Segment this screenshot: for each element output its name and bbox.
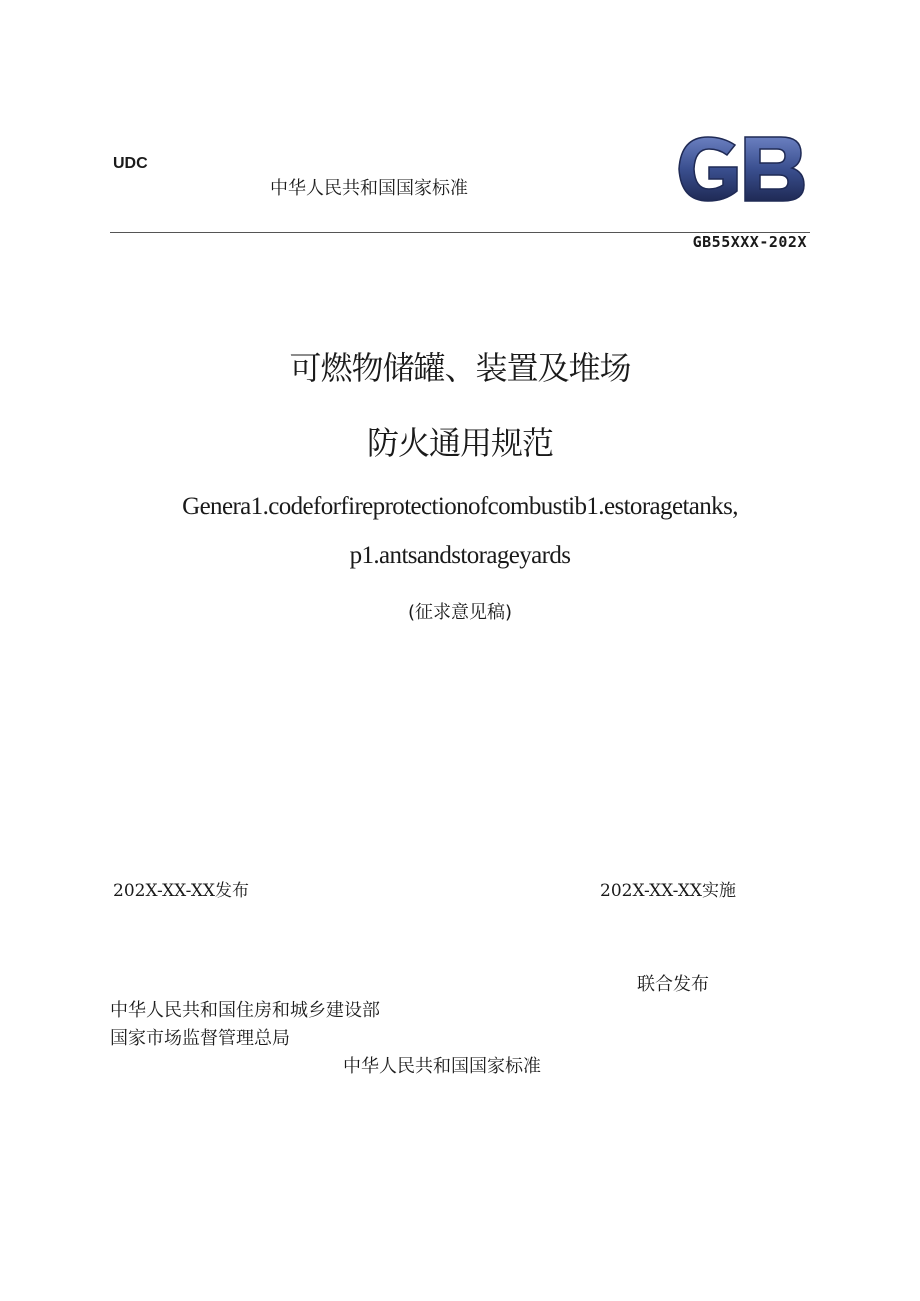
joint-issue-label: 联合发布: [637, 974, 709, 995]
english-title-line-1: Genera1.codeforfireprotectionofcombustib1.estoragetanks,: [182, 493, 738, 520]
draft-note: (征求意见稿): [407, 602, 513, 623]
standard-number: GB55XXX-202X: [692, 233, 807, 251]
issuer-ministry: 中华人民共和国住房和城乡建设部: [110, 1000, 380, 1021]
english-title-line-2: p1.antsandstorageyards: [349, 542, 571, 569]
gb-logo: [673, 133, 808, 205]
gb-logo-text: GB: [673, 133, 675, 134]
implementation-date: 202X-XX-XX实施: [600, 881, 737, 901]
title-line-1: 可燃物储罐、装置及堆场: [289, 349, 631, 387]
title-line-2: 防火通用规范: [366, 424, 553, 462]
issuer-administration: 国家市场监督管理总局: [110, 1028, 290, 1049]
issue-date: 202X-XX-XX发布: [113, 881, 250, 901]
udc-label: UDC: [113, 155, 148, 172]
header-standard-type: 中华人民共和国国家标准: [270, 178, 468, 199]
footer-standard-type: 中华人民共和国国家标准: [343, 1056, 541, 1077]
